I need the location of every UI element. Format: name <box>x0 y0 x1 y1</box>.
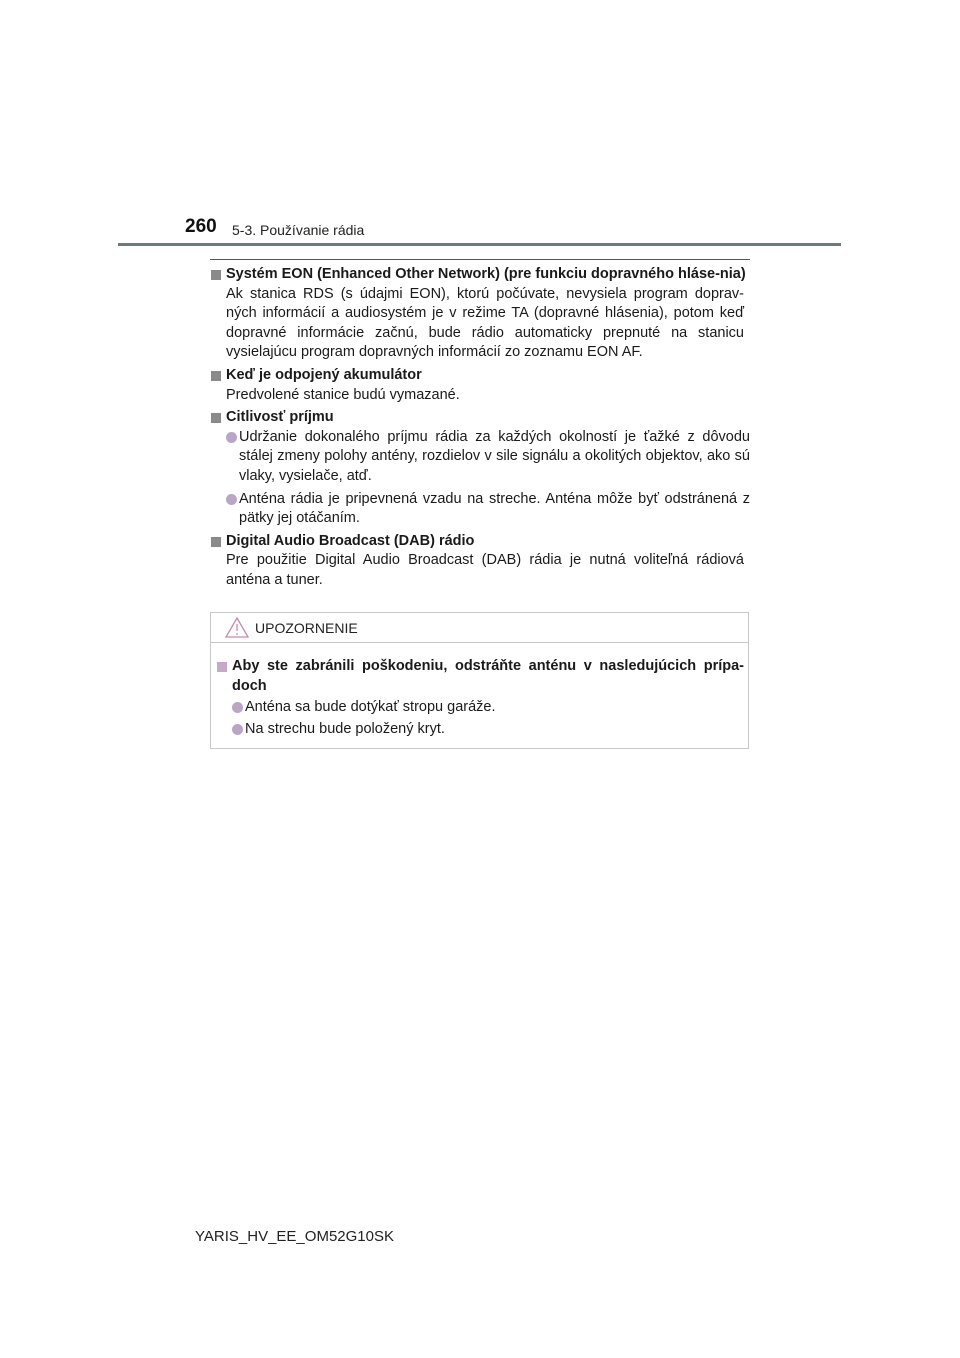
warning-item <box>216 657 744 739</box>
square-bullet-icon <box>211 371 221 381</box>
warning-header <box>211 613 748 643</box>
warning-title: Aby ste zabránili poškodeniu, odstráňte anténu v nasledujúcich prípa-doch <box>232 658 744 694</box>
warning-triangle-icon <box>225 617 249 638</box>
bullet-text: Na strechu bude položený kryt. <box>245 720 445 737</box>
section-title: 5-3. Používanie rádia <box>232 222 365 238</box>
bullet-text: Anténa sa bude dotýkať stropu garáže. <box>245 699 496 716</box>
content-top-rule <box>210 259 750 260</box>
item-title: Keď je odpojený akumulátor <box>226 366 422 383</box>
warning-body <box>216 657 744 742</box>
item-title: Citlivosť príjmu <box>226 409 334 426</box>
list-item <box>226 428 750 487</box>
item-dab <box>210 532 750 591</box>
document-code: YARIS_HV_EE_OM52G10SK <box>195 1228 394 1245</box>
list-item <box>232 698 744 718</box>
warning-box <box>210 612 749 749</box>
item-body: Pre použitie Digital Audio Broadcast (DAB) rádia je nutná voliteľná rádiová anténa a tuner. <box>226 552 744 588</box>
round-bullet-icon <box>226 432 237 443</box>
round-bullet-icon <box>232 724 243 735</box>
warning-label: UPOZORNENIE <box>255 620 358 636</box>
item-battery <box>210 366 750 405</box>
square-bullet-icon <box>217 662 227 672</box>
bullet-text: Udržanie dokonalého príjmu rádia za každých okolností je ťažké z dôvodu stálej zmeny polohy antény, rozdielov v sile signálu a okolitých objektov, ako sú vlaky, vysielače, atď. <box>239 428 750 484</box>
item-body: Predvolené stanice budú vymazané. <box>226 386 460 403</box>
square-bullet-icon <box>211 537 221 547</box>
item-body: Ak stanica RDS (s údajmi EON), ktorú počúvate, nevysiela program doprav-ných informácií a audiosystém je v režime TA (dopravné hlásenia), potom keď dopravné informácie začnú, bude rádio automaticky prepnuté na stanicu vysielajúcu program dopravných informácií zo zoznamu EON AF. <box>226 285 744 361</box>
item-sensitivity <box>210 408 750 529</box>
header-rule <box>118 243 841 246</box>
round-bullet-icon <box>232 702 243 713</box>
bullet-text: Anténa rádia je pripevnená vzadu na streche. Anténa môže byť odstránená z pätky jej otáčaním. <box>239 490 750 527</box>
page-number: 260 <box>185 216 217 237</box>
content <box>210 265 750 594</box>
square-bullet-icon <box>211 413 221 423</box>
list-item <box>226 490 750 529</box>
list-item <box>232 720 744 740</box>
item-title: Digital Audio Broadcast (DAB) rádio <box>226 532 475 549</box>
square-bullet-icon <box>211 270 221 280</box>
round-bullet-icon <box>226 494 237 505</box>
item-title: Systém EON (Enhanced Other Network) (pre funkciu dopravného hláse-nia) <box>226 266 746 282</box>
item-eon <box>210 265 750 363</box>
